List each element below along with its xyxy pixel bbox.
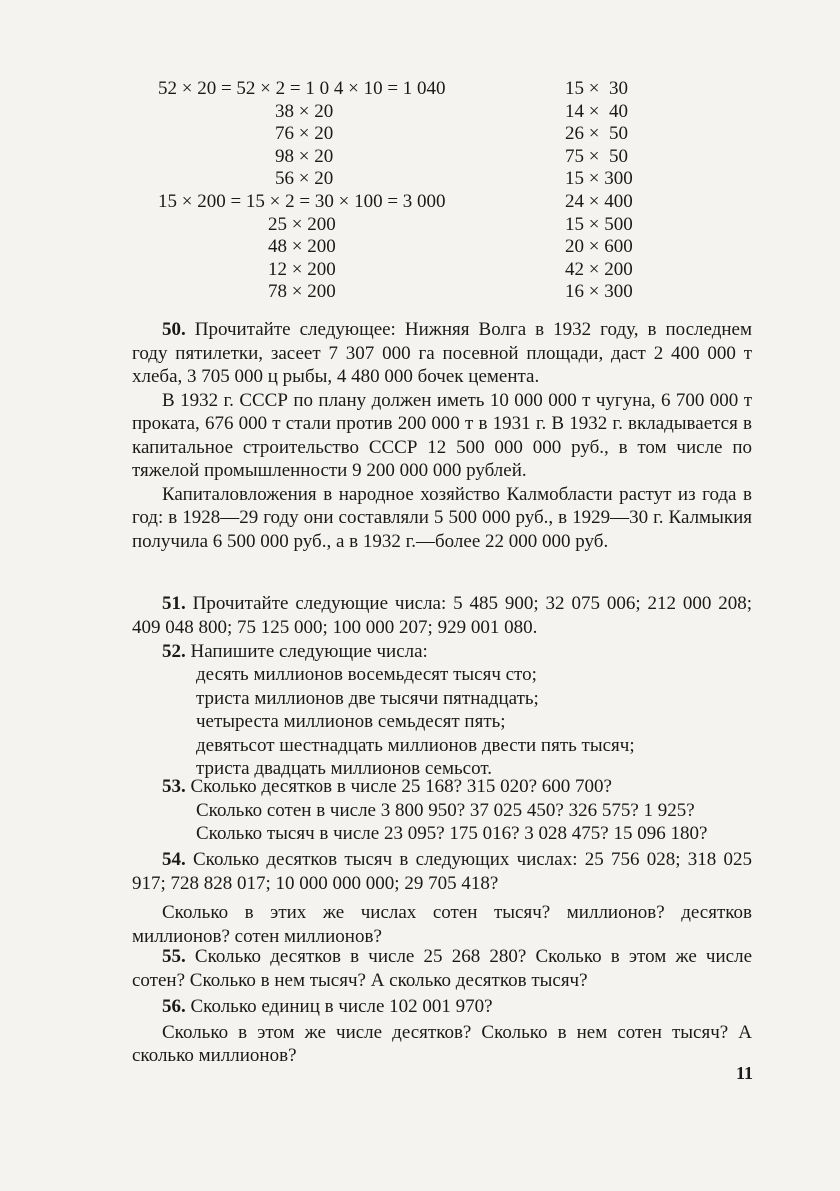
exercise-text: Прочитайте следующее: Нижняя Волга в 1932 году, в последнем году пятилетки, засеет 7 307 000 га посевной площади, даст 2 400 000 т хлеба, 3 705 000 ц рыбы, 4 480 000 бочек цемента. xyxy=(132,319,752,387)
exercise-55 xyxy=(132,945,752,992)
exercise-50-p1 xyxy=(132,318,752,389)
exercise-line: Сколько сотен в числе 3 800 950? 37 025 450? 326 575? 1 925? xyxy=(196,799,695,821)
exercise-text: Сколько в этих же числах сотен тысяч? миллионов? десятков миллионов? сотен миллионов? xyxy=(132,902,752,947)
list-item: триста миллионов две тысячи пятнадцать; xyxy=(196,687,539,709)
calc-line: 16 × 300 xyxy=(565,281,633,303)
calc-line: 75 × 50 xyxy=(565,145,628,167)
calc-line: 48 × 200 xyxy=(268,236,336,258)
exercise-number: 56. xyxy=(162,996,186,1017)
exercise-52-list xyxy=(196,663,635,781)
list-item: девятьсот шестнадцать миллионов двести пять тысяч; xyxy=(196,734,635,756)
calc-line: 24 × 400 xyxy=(565,190,633,212)
calc-line: 38 × 20 xyxy=(275,100,334,122)
right-column xyxy=(565,78,633,304)
exercise-number: 55. xyxy=(162,946,186,967)
exercise-53 xyxy=(132,775,752,846)
calc-line: 12 × 200 xyxy=(268,258,336,280)
exercise-text: Напишите следующие числа: xyxy=(190,641,428,662)
calc-line: 15 × 300 xyxy=(565,168,633,190)
left-column xyxy=(158,78,446,304)
page-number: 11 xyxy=(736,1063,754,1083)
exercise-number: 53. xyxy=(162,776,186,797)
exercise-number: 51. xyxy=(162,593,186,614)
exercise-text: Сколько десятков в числе 25 268 280? Сколько в этом же числе сотен? Сколько в нем тысяч? А сколько десятков тысяч? xyxy=(132,946,752,991)
exercise-50-p3: Капиталовложения в народное хозяйство Калмобласти растут из года в год: в 1928—29 году они составляли 5 500 000 руб., в 1929—30 г. Калмыкия получила 6 500 000 руб., а в 1932 г.—более 22 000 000 руб. xyxy=(132,483,752,552)
exercise-text: Сколько десятков тысяч в следующих числах: 25 756 028; 318 025 917; 728 828 017; 10 000 000 000; 29 705 418? xyxy=(132,849,752,894)
exercise-number: 54. xyxy=(162,849,186,870)
calc-line: 20 × 600 xyxy=(565,236,633,258)
exercise-52 xyxy=(132,640,752,664)
calc-line: 15 × 200 = 15 × 2 = 30 × 100 = 3 000 xyxy=(158,190,446,212)
exercise-54 xyxy=(132,848,752,948)
exercise-text: Сколько единиц в числе 102 001 970? xyxy=(190,996,493,1017)
list-item: четыреста миллионов семьдесят пять; xyxy=(196,711,506,732)
calc-line: 78 × 200 xyxy=(268,281,336,303)
exercise-text: Прочитайте следующие числа: 5 485 900; 32 075 006; 212 000 208; 409 048 800; 75 125 000; 100 000 207; 929 001 080. xyxy=(132,593,753,638)
exercise-50 xyxy=(132,318,752,553)
calc-line: 14 × 40 xyxy=(565,100,628,122)
calc-line: 98 × 20 xyxy=(275,145,334,167)
exercise-50-p2: В 1932 г. СССР по плану должен иметь 10 000 000 т чугуна, 6 700 000 т проката, 676 000 т стали против 200 000 т в 1931 г. В 1932 г. вкладывается в капитальное строительство СССР 12 500 000 000 руб., в том числе по тяжелой промышленности 9 200 000 000 рублей. xyxy=(132,389,752,481)
exercise-line: Сколько десятков в числе 25 168? 315 020? 600 700? xyxy=(190,776,612,797)
calc-line: 15 × 500 xyxy=(565,213,633,235)
calc-line: 76 × 20 xyxy=(275,123,334,145)
calc-line: 52 × 20 = 52 × 2 = 1 0 4 × 10 = 1 040 xyxy=(158,78,446,99)
exercise-line: Сколько тысяч в числе 23 095? 175 016? 3 028 475? 15 096 180? xyxy=(196,823,708,844)
list-item: триста двадцать миллионов семьсот. xyxy=(196,758,492,779)
exercise-51 xyxy=(132,592,752,639)
list-item: десять миллионов восемьдесят тысяч сто; xyxy=(196,664,537,685)
exercise-number: 50. xyxy=(162,319,186,340)
calc-line: 26 × 50 xyxy=(565,123,628,145)
exercise-text: Сколько в этом же числе десятков? Сколько в нем сотен тысяч? А сколько миллионов? xyxy=(132,1021,752,1066)
calc-line: 25 × 200 xyxy=(268,213,336,235)
exercise-56 xyxy=(132,995,752,1068)
exercise-number: 52. xyxy=(162,641,186,662)
calc-line: 56 × 20 xyxy=(275,168,334,190)
calc-line: 42 × 200 xyxy=(565,258,633,280)
calc-line: 15 × 30 xyxy=(565,78,628,99)
